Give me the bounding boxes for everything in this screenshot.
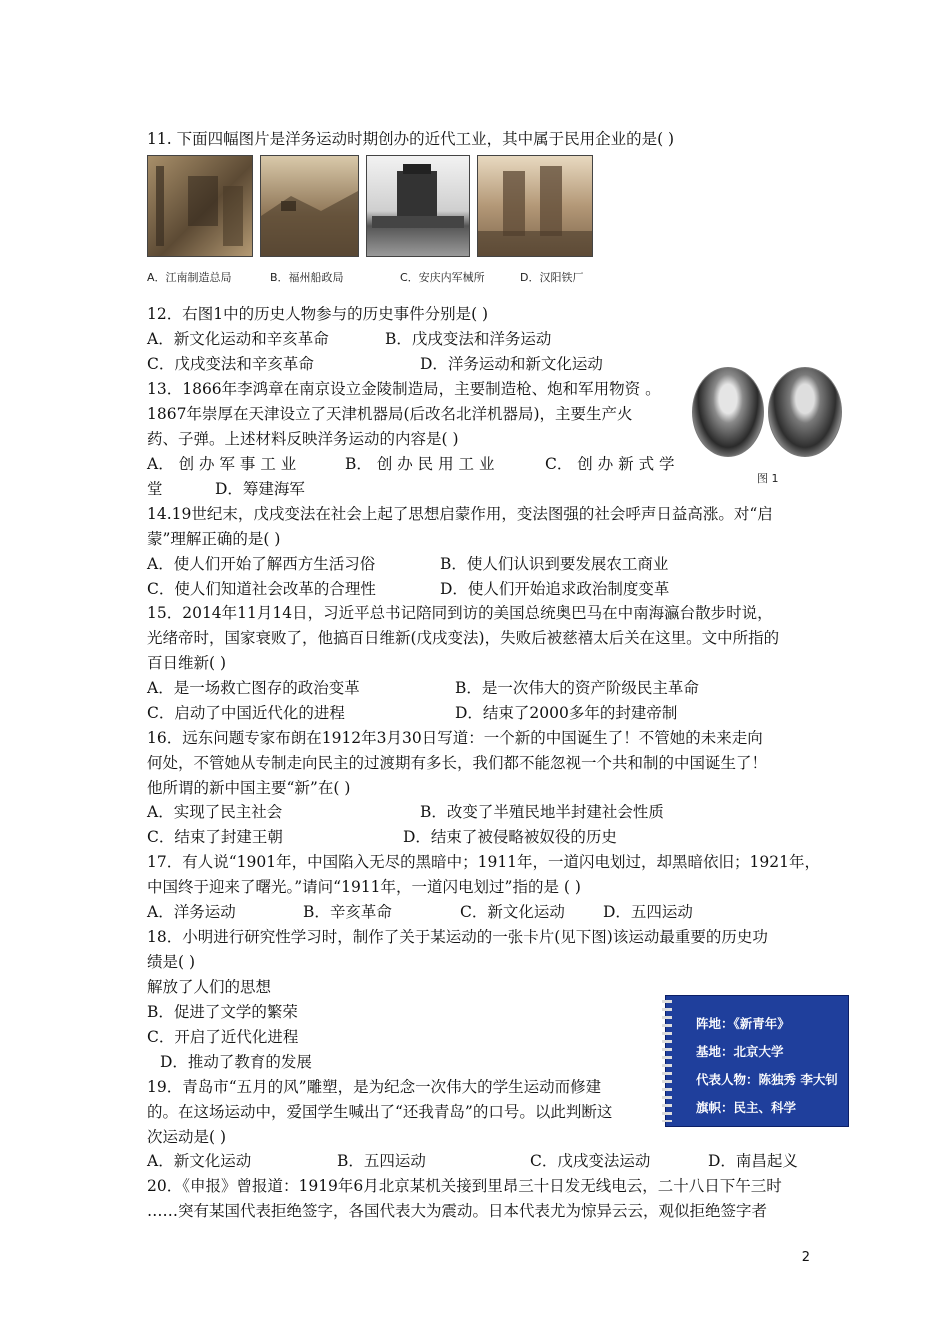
q16-option-c: C．结束了封建王朝: [147, 828, 283, 846]
q14-line-2: 蒙”理解正确的是( ): [147, 530, 281, 548]
caption-d: D．汉阳铁厂: [520, 271, 584, 284]
q18-option-b: B．促进了文学的繁荣: [147, 1003, 298, 1021]
q13-line-2: 1867年崇厚在天津设立了天津机器局(后改名北洋机器局)，主要生产火: [147, 405, 633, 423]
q13-option-c-cont: 堂: [147, 480, 163, 498]
machinery-illustration: [148, 156, 252, 256]
q19-option-a: A．新文化运动: [147, 1152, 252, 1170]
portrait-right: [768, 367, 842, 457]
q19-option-c: C．戊戌变法运动: [530, 1152, 651, 1170]
q12-option-b: B．戊戌变法和洋务运动: [385, 330, 552, 348]
q20-line-1: 20．《申报》曾报道：1919年6月北京某机关接到里昂三十日发无线电云，二十八日下午三时: [147, 1177, 782, 1195]
q16-option-a: A．实现了民主社会: [147, 803, 283, 821]
q18-option-c: C．开启了近代化进程: [147, 1028, 299, 1046]
question-12: 12．右图1中的历史人物参与的历史事件分别是( ): [147, 305, 489, 323]
q17-option-b: B．辛亥革命: [303, 903, 392, 921]
q14-option-d: D．使人们开始追求政治制度变革: [440, 580, 670, 598]
q12-option-a: A．新文化运动和辛亥革命: [147, 330, 329, 348]
q17-option-d: D．五四运动: [603, 903, 693, 921]
photo-anqing-arsenal: [366, 155, 470, 257]
q16-line-2: 何处，不管她从专制走向民主的过渡期有多长，我们都不能忽视一个共和制的中国诞生了！: [147, 754, 768, 772]
card-spiral-binding: [662, 1000, 672, 1122]
q14-option-b: B．使人们认识到要发展农工商业: [440, 555, 669, 573]
q19-option-d: D．南昌起义: [708, 1152, 798, 1170]
q13-line-3: 药、子弹。上述材料反映洋务运动的内容是( ): [147, 430, 459, 448]
q15-option-a: A．是一场救亡图存的政治变革: [147, 679, 360, 697]
q13-option-a: A． 创 办 军 事 工 业: [147, 455, 297, 473]
q15-line-2: 光绪帝时，国家衰败了，他搞百日维新(戊戌变法)，失败后被慈禧太后关在这里。文中所指的: [147, 629, 780, 647]
q15-option-b: B．是一次伟大的资产阶级民主革命: [455, 679, 699, 697]
q18-option-a: 解放了人们的思想: [147, 978, 272, 996]
q20-line-2: ……突有某国代表拒绝签字，各国代表大为震动。日本代表尤为惊异云云，观似拒绝签字者: [147, 1202, 768, 1220]
q17-option-a: A．洋务运动: [147, 903, 236, 921]
q14-line-1: 14.19世纪末，戊戌变法在社会上起了思想启蒙作用，变法图强的社会呼声日益高涨。对“启: [147, 505, 773, 523]
card-line-2: 基地：北京大学: [696, 1044, 784, 1059]
q19-line-2: 的。在这场运动中，爱国学生喊出了“还我青岛”的口号。以此判断这: [147, 1103, 613, 1121]
question-11: 11. 下面四幅图片是洋务运动时期创办的近代工业，其中属于民用企业的是( ): [147, 130, 675, 148]
card-line-3: 代表人物：陈独秀 李大钊: [696, 1072, 838, 1087]
q15-option-c: C．启动了中国近代化的进程: [147, 704, 345, 722]
q16-line-3: 他所谓的新中国主要“新”在( ): [147, 779, 351, 797]
q14-option-a: A．使人们开始了解西方生活习俗: [147, 555, 376, 573]
q15-line-1: 15．2014年11月14日，习近平总书记陪同到访的美国总统奥巴马在中南海瀛台散步时说，: [147, 604, 773, 622]
q15-line-3: 百日维新( ): [147, 654, 227, 672]
q13-option-d: D．筹建海军: [215, 480, 305, 498]
q16-option-b: B．改变了半殖民地半封建社会性质: [420, 803, 664, 821]
photo-jiangnan-arsenal: [147, 155, 253, 257]
q13-option-c: C． 创 办 新 式 学: [545, 455, 675, 473]
q16-option-d: D．结束了被侵略被奴役的历史: [403, 828, 617, 846]
q17-option-c: C．新文化运动: [460, 903, 565, 921]
q12-option-c: C．戊戌变法和辛亥革命: [147, 355, 314, 373]
study-card: [665, 995, 849, 1127]
photo-hanyang-ironworks: [477, 155, 593, 257]
q14-option-c: C．使人们知道社会改革的合理性: [147, 580, 376, 598]
q19-option-b: B．五四运动: [337, 1152, 426, 1170]
q17-line-2: 中国终于迎来了曙光。”请问“1911年，一道闪电划过”指的是 ( ): [147, 878, 581, 896]
card-line-4: 旗帜：民主、科学: [696, 1100, 797, 1115]
q13-option-b: B． 创 办 民 用 工 业: [345, 455, 495, 473]
q18-line-2: 绩是( ): [147, 953, 196, 971]
caption-c: C．安庆内军械所: [400, 271, 485, 284]
q19-line-3: 次运动是( ): [147, 1128, 227, 1146]
page-number: 2: [801, 1250, 810, 1265]
q19-line-1: 19．青岛市“五月的风”雕塑，是为纪念一次伟大的学生运动而修建: [147, 1078, 602, 1096]
portrait-left: [692, 367, 764, 457]
q18-line-1: 18．小明进行研究性学习时，制作了关于某运动的一张卡片(见下图)该运动最重要的历史功: [147, 928, 768, 946]
caption-b: B．福州船政局: [270, 271, 344, 284]
card-line-1: 阵地：《新青年》: [696, 1016, 790, 1031]
q12-option-d: D．洋务运动和新文化运动: [420, 355, 603, 373]
shipyard-illustration: [261, 156, 358, 256]
q16-line-1: 16．远东问题专家布朗在1912年3月30日写道：一个新的中国诞生了！不管她的未来走向: [147, 729, 763, 747]
figure-1-label: 图 1: [757, 472, 779, 485]
q13-line-1: 13．1866年李鸿章在南京设立金陵制造局，主要制造枪、炮和军用物资 。: [147, 380, 661, 398]
q15-option-d: D．结束了2000多年的封建帝制: [455, 704, 678, 722]
q18-option-d: D．推动了教育的发展: [160, 1053, 312, 1071]
caption-a: A．江南制造总局: [147, 271, 232, 284]
building-illustration: [367, 156, 469, 256]
furnace-illustration: [478, 156, 592, 256]
q17-line-1: 17．有人说“1901年，中国陷入无尽的黑暗中；1911年，一道闪电划过，却黑暗依旧；1921年，: [147, 853, 820, 871]
photo-fuzhou-shipyard: [260, 155, 359, 257]
